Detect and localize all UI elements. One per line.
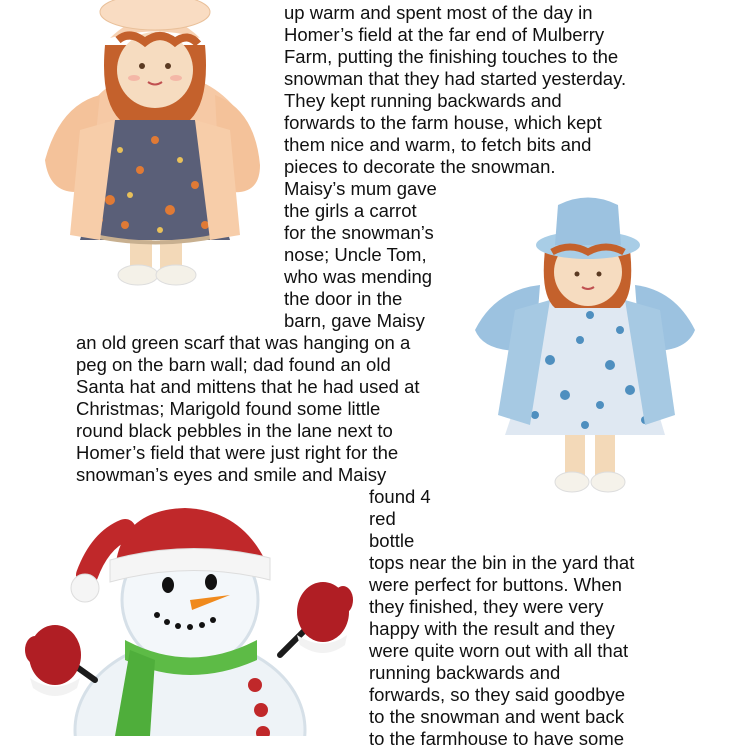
story-line-14: the door in the bbox=[284, 288, 403, 309]
story-line-12: nose; Uncle Tom, bbox=[284, 244, 427, 265]
story-line-8: pieces to decorate the snowman. bbox=[284, 156, 556, 177]
story-line-20: round black pebbles in the lane next to bbox=[76, 420, 393, 441]
story-line-23: found 4 bbox=[369, 486, 431, 507]
story-line-13: who was mending bbox=[284, 266, 433, 287]
story-line-26: tops near the bin in the yard that bbox=[369, 552, 635, 573]
doll-right-illustration bbox=[470, 190, 700, 510]
story-line-10: the girls a carrot bbox=[284, 200, 417, 221]
story-line-11: for the snowman’s bbox=[284, 222, 434, 243]
story-line-21: Homer’s field that were just right for the bbox=[76, 442, 399, 463]
story-line-24: red bbox=[369, 508, 396, 529]
story-line-2: Homer’s field at the far end of Mulberry bbox=[284, 24, 605, 45]
story-line-17: peg on the barn wall; dad found an old bbox=[76, 354, 391, 375]
story-line-27: were perfect for buttons. When bbox=[369, 574, 622, 595]
story-line-19: Christmas; Marigold found some little bbox=[76, 398, 381, 419]
story-line-1: up warm and spent most of the day in bbox=[284, 2, 593, 23]
snowman-illustration bbox=[25, 500, 365, 736]
story-line-5: They kept running backwards and bbox=[284, 90, 562, 111]
story-line-30: were quite worn out with all that bbox=[369, 640, 629, 661]
story-line-6: forwards to the farm house, which kept bbox=[284, 112, 602, 133]
story-line-9: Maisy’s mum gave bbox=[284, 178, 437, 199]
story-line-34: to the farmhouse to have some bbox=[369, 728, 625, 749]
story-line-31: running backwards and bbox=[369, 662, 561, 683]
story-line-7: them nice and warm, to fetch bits and bbox=[284, 134, 592, 155]
story-line-32: forwards, so they said goodbye bbox=[369, 684, 626, 705]
doll-left-illustration bbox=[30, 0, 270, 300]
story-line-16: an old green scarf that was hanging on a bbox=[76, 332, 411, 353]
story-line-29: happy with the result and they bbox=[369, 618, 615, 639]
story-line-4: snowman that they had started yesterday. bbox=[284, 68, 627, 89]
story-line-33: to the snowman and went back bbox=[369, 706, 625, 727]
story-line-3: Farm, putting the finishing touches to the bbox=[284, 46, 619, 67]
story-line-25: bottle bbox=[369, 530, 415, 551]
story-line-15: barn, gave Maisy bbox=[284, 310, 425, 331]
story-line-18: Santa hat and mittens that he had used at bbox=[76, 376, 420, 397]
story-line-28: they finished, they were very bbox=[369, 596, 604, 617]
story-line-22: snowman’s eyes and smile and Maisy bbox=[76, 464, 387, 485]
